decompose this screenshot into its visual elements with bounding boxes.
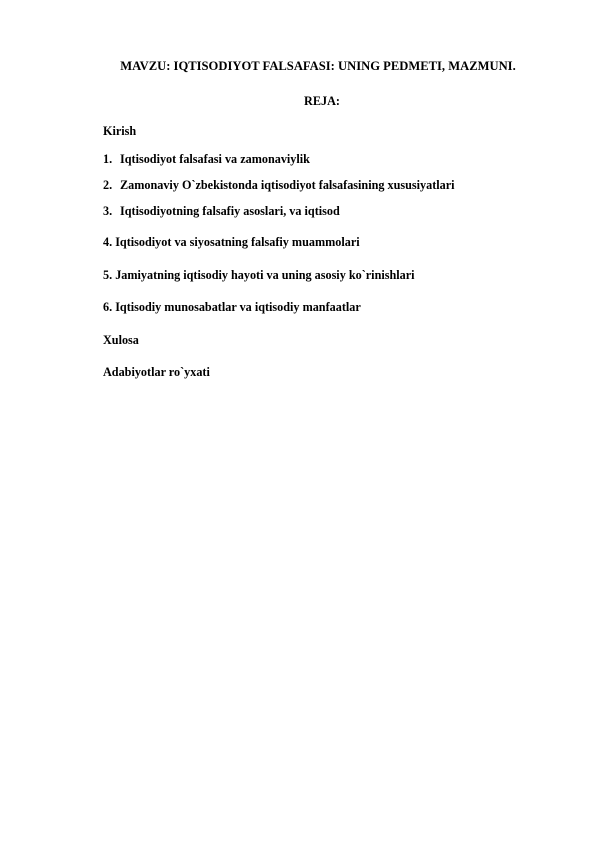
- topic-title: MAVZU: IQTISODIYOT FALSAFASI: UNING PEDMETI, MAZMUNI.: [120, 59, 516, 73]
- plan-heading: REJA:: [304, 94, 340, 108]
- list-item-text: Iqtisodiyotning falsafiy asoslari, va iqtisod: [120, 204, 340, 218]
- list-item-text: Zamonaviy O`zbekistonda iqtisodiyot falsafasining xususiyatlari: [120, 178, 455, 192]
- list-item: [103, 204, 340, 219]
- list-item-5: 5. Jamiyatning iqtisodiy hayoti va uning asosiy ko`rinishlari: [103, 268, 415, 282]
- list-item-text: Iqtisodiyot falsafasi va zamonaviylik: [120, 152, 310, 166]
- list-item-number: 1.: [103, 152, 113, 166]
- intro-item: Kirish: [103, 124, 137, 138]
- list-item: [103, 152, 310, 167]
- conclusion-item: Xulosa: [103, 333, 139, 347]
- list-item-6: 6. Iqtisodiy munosabatlar va iqtisodiy manfaatlar: [103, 300, 361, 314]
- list-item: [103, 178, 455, 193]
- list-item-number: 3.: [103, 204, 113, 218]
- bibliography-item: Adabiyotlar ro`yxati: [103, 365, 210, 379]
- list-item-number: 2.: [103, 178, 113, 192]
- list-item-4: 4. Iqtisodiyot va siyosatning falsafiy muammolari: [103, 235, 360, 249]
